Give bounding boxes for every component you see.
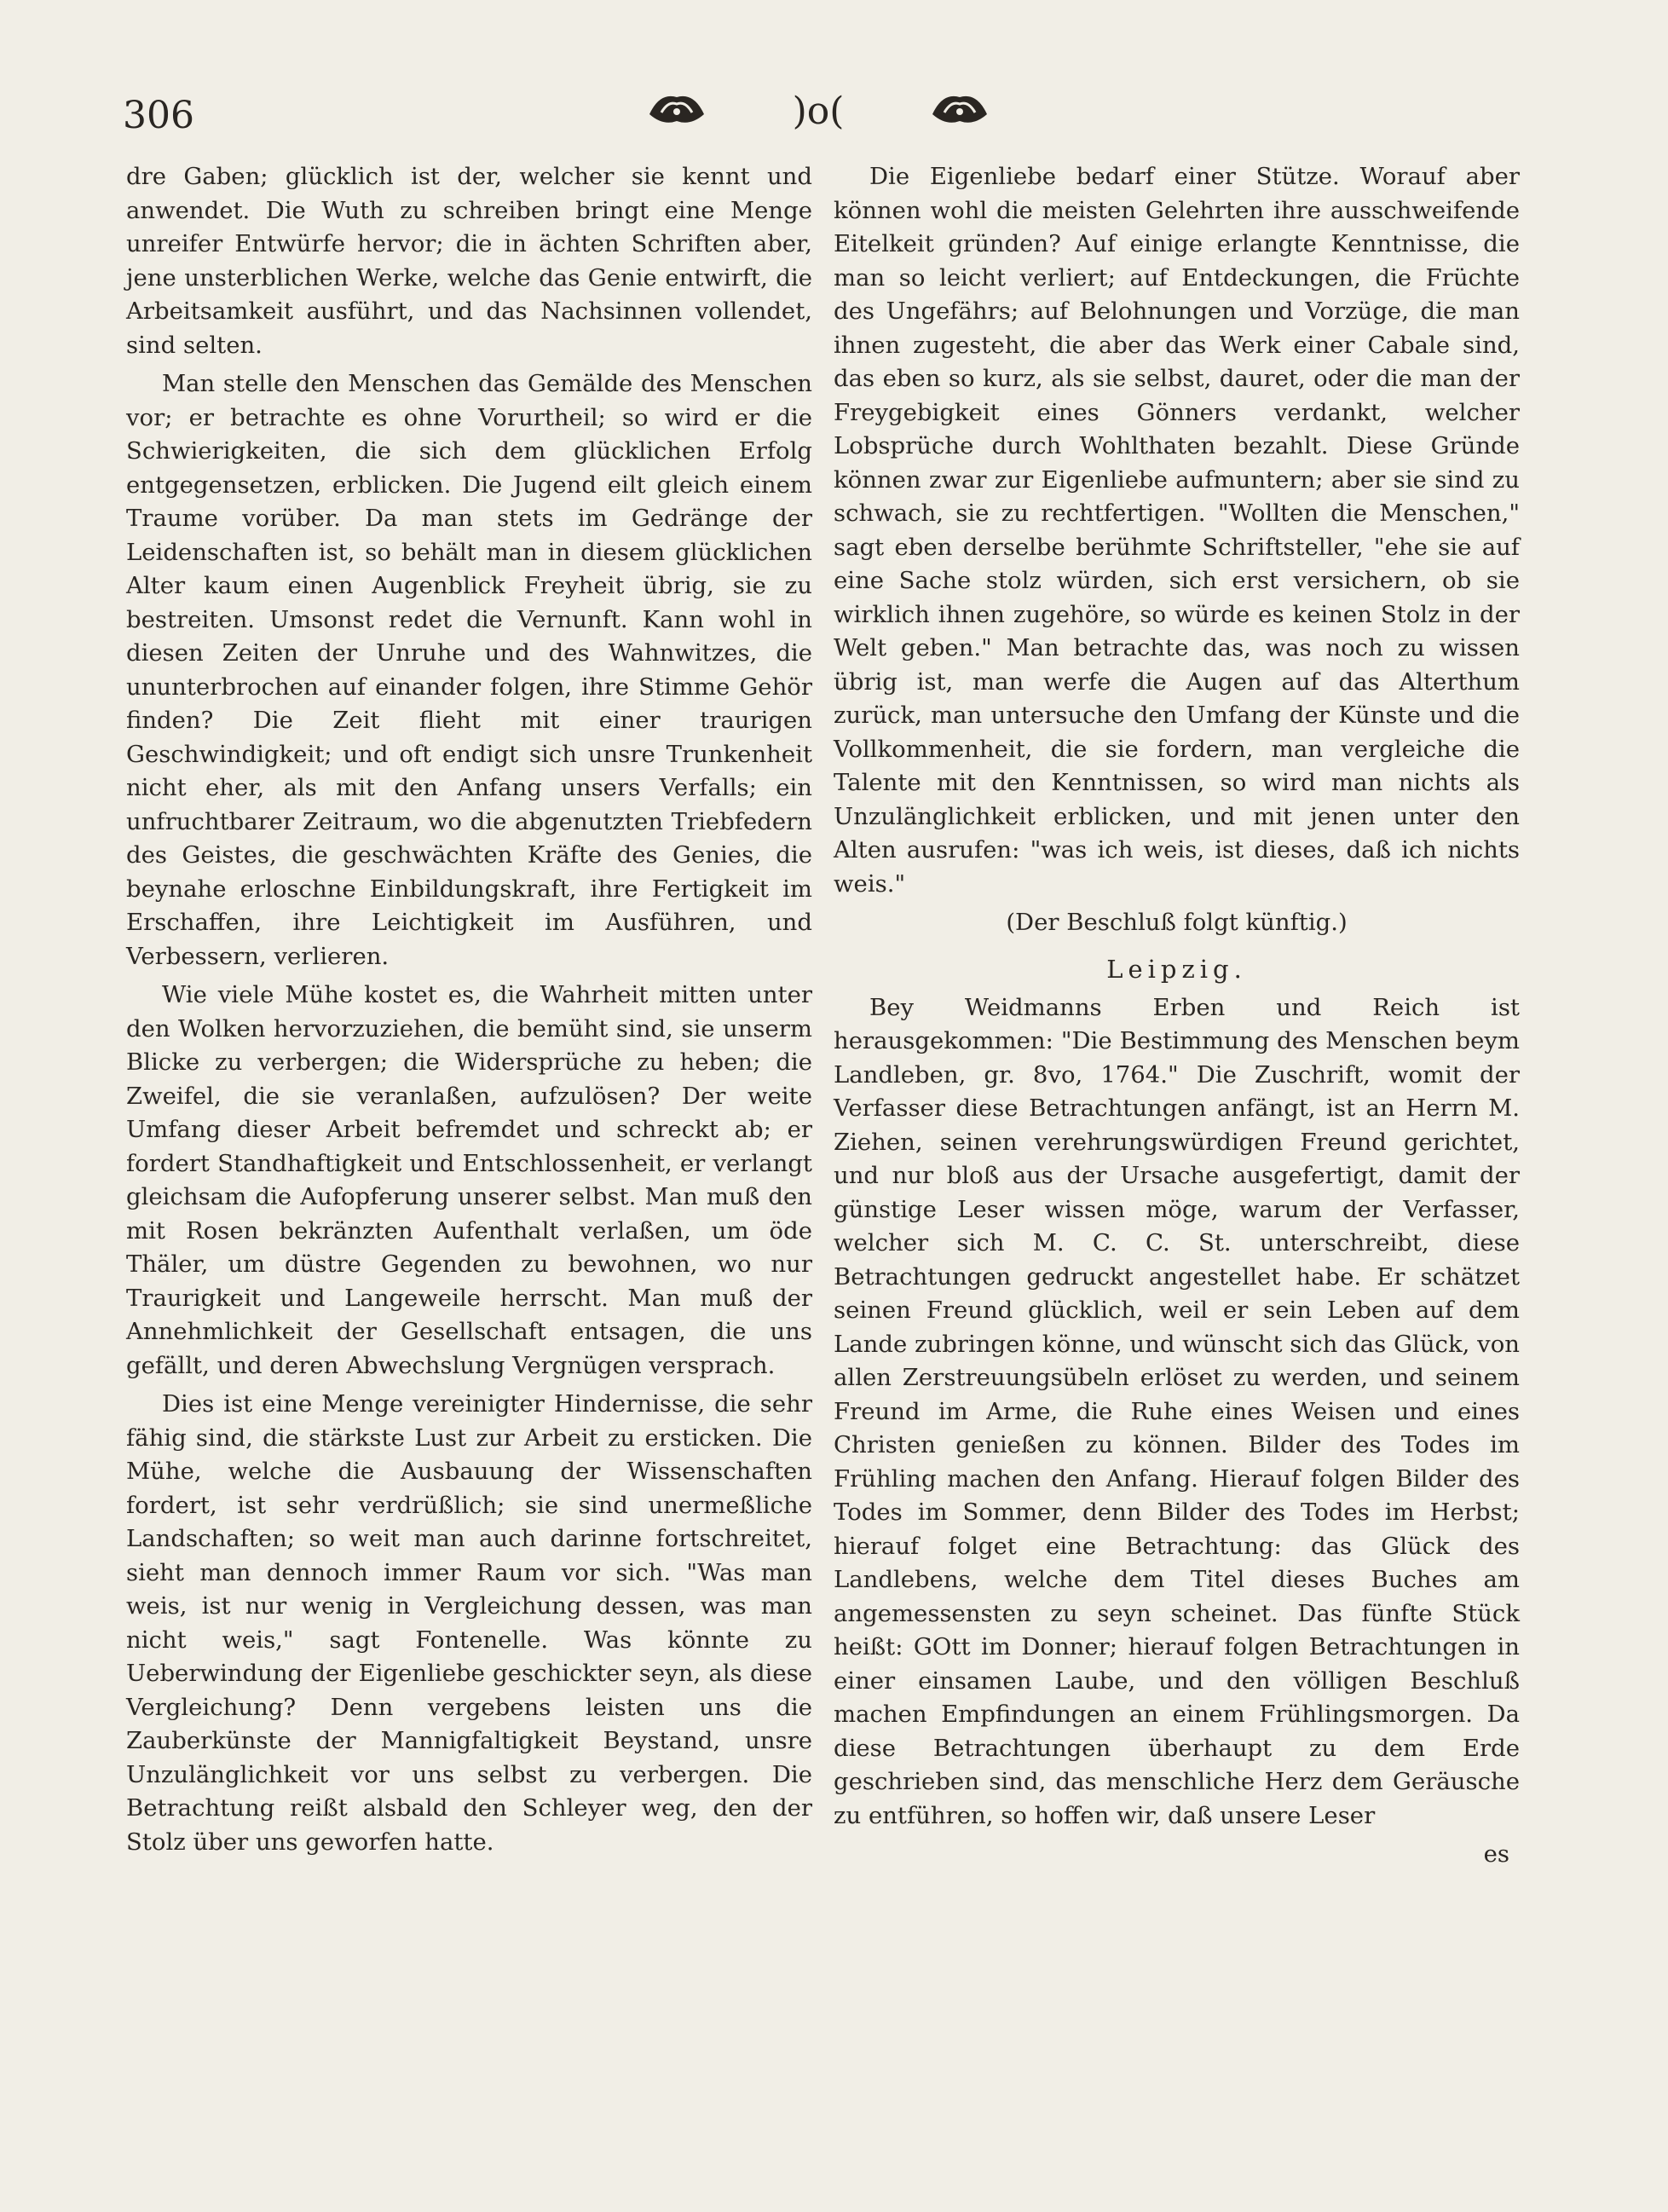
section-heading: Leipzig. [1106, 954, 1247, 984]
paragraph: Wie viele Mühe kostet es, die Wahrheit mitten unter den Wolken hervorzuziehen, die bemüht sind, sie unserm Blicke zu verbergen; die Widersprüche zu heben; die Zweifel, die sie veranlaßen, aufzulösen? Der weite Umfang dieser Arbeit befremdet und schreckt ab; er fordert Standhaftigkeit und Entschlossenheit, er verlangt gleichsam die Aufopferung unserer selbst. Man muß den mit Rosen bekränzten Aufenthalt verlaßen, um öde Thäler, um düstre Gegenden zu bewohnen, wo nur Traurigkeit und Langeweile herrscht. Man muß der Annehmlichkeit der Gesellschaft entsagen, die uns gefällt, und deren Abwechslung Vergnügen versprach. [126, 981, 812, 1379]
page-number: 306 [123, 94, 194, 137]
paragraph: Dies ist eine Menge vereinigter Hindernisse, die sehr fähig sind, die stärkste Lust zur Arbeit zu ersticken. Die Mühe, welche die Ausbauung der Wissenschaften fordert, ist sehr verdrüßlich; sie sind unermeßliche Landschaften; so weit man auch darinne fortschreitet, sieht man dennoch immer Raum vor sich. "Was man weis, ist nur wenig in Vergleichung dessen, was man nicht weis," sagt Fontenelle. Was könnte zu Ueberwindung der Eigenliebe geschickter seyn, als diese Vergleichung? Denn vergebens leisten uns die Zauberkünste der Mannigfaltigkeit Beystand, unsre Unzulänglichkeit vor uns selbst zu verbergen. Die Betrachtung reißt alsbald den Schleyer weg, den der Stolz über uns geworfen hatte. [126, 1390, 812, 1856]
right-column [834, 160, 1520, 1877]
paragraph: Bey Weidmanns Erben und Reich ist herausgekommen: "Die Bestimmung des Menschen beym Landleben, gr. 8vo, 1764." Die Zuschrift, womit der Verfasser diese Betrachtungen anfängt, ist an Herrn M. Ziehen, seinen verehrungswürdigen Freund gerichtet, und nur bloß aus der Ursache ausgefertigt, damit der günstige Leser wissen möge, warum der Verfasser, welcher sich M. C. C. St. unterschreibt, diese Betrachtungen gedruckt angestellet habe. Er schätzet seinen Freund glücklich, weil er sein Leben auf dem Lande zubringen könne, und wünscht sich das Glück, von allen Zerstreuungsübeln erlöset zu werden, und seinem Freund im Arme, die Ruhe eines Weisen und eines Christen genießen zu können. Bilder des Todes im Frühling machen den Anfang. Hierauf folgen Bilder des Todes im Sommer, denn Bilder des Todes im Herbst; hierauf folget eine Betrachtung: das Glück des Landlebens, welche dem Titel dieses Buches am angemessensten zu seyn scheinet. Das fünfte Stück heißt: GOtt im Donner; hierauf folgen Betrachtungen in einer einsamen Laube, und den völligen Beschluß machen Empfindungen an einem Frühlingsmorgen. Da diese Betrachtungen überhaupt zu dem Erde geschrieben sind, das menschliche Herz dem Geräusche zu entführen, so hoffen wir, daß unsere Leser [834, 993, 1520, 1829]
left-column [126, 160, 812, 1864]
paragraph: Man stelle den Menschen das Gemälde des Menschen vor; er betrachte es ohne Vorurtheil; so wird er die Schwierigkeiten, die sich dem glücklichen Erfolg entgegensetzen, erblicken. Die Jugend eilt gleich einem Traume vorüber. Da man stets im Gedränge der Leidenschaften ist, so behält man in diesem glücklichen Alter kaum einen Augenblick Freyheit übrig, sie zu bestreiten. Umsonst redet die Vernunft. Kann wohl in diesen Zeiten der Unruhe und des Wahnwitzes, die ununterbrochen auf einander folgen, ihre Stimme Gehör finden? Die Zeit flieht mit einer traurigen Geschwindigkeit; und oft endigt sich unsre Trunkenheit nicht eher, als mit den Anfang unsers Verfalls; ein unfruchtbarer Zeitraum, wo die abgenutzten Triebfedern des Geistes, die geschwächten Kräfte des Genies, die beynahe erloschne Einbildungskraft, ihre Fertigkeit im Erschaffen, ihre Leichtigkeit im Ausführen, und Verbessern, verlieren. [126, 370, 812, 970]
ornament-center: )o( [792, 89, 845, 133]
paragraph: Die Eigenliebe bedarf einer Stütze. Worauf aber können wohl die meisten Gelehrten ihre ausschweifende Eitelkeit gründen? Auf einige erlangte Kenntnisse, die man so leicht verliert; auf Entdeckungen, die Früchte des Ungefährs; auf Belohnungen und Vorzüge, die man ihnen zugesteht, die aber das Werk einer Cabale sind, das eben so kurz, als sie selbst, dauret, oder die man der Freygebigkeit eines Gönners verdankt, welcher Lobsprüche durch Wohlthaten bezahlt. Diese Gründe können zwar zur Eigenliebe aufmuntern; aber sie sind zu schwach, sie zu rechtfertigen. "Wollten die Menschen," sagt eben derselbe berühmte Schriftsteller, "ehe sie auf eine Sache stolz würden, sich erst versichern, ob sie wirklich ihnen zugehöre, so würde es keinen Stolz in der Welt geben." Man betrachte das, was noch zu wissen übrig ist, man werfe die Augen auf das Alterthum zurück, man untersuche den Umfang der Künste und die Vollkommenheit, die sie fordern, man vergleiche die Talente mit den Kenntnissen, so wird man nichts als Unzulänglichkeit erblicken, und mit jenen unter den Alten ausrufen: "was ich weis, ist dieses, daß ich nichts weis." [834, 163, 1520, 898]
paragraph: dre Gaben; glücklich ist der, welcher sie kennt und anwendet. Die Wuth zu schreiben bringt eine Menge unreifer Entwürfe hervor; die in ächten Schriften aber, jene unsterblichen Werke, welche das Genie entwirft, die Arbeitsamkeit ausführt, und das Nachsinnen vollendet, sind selten. [126, 163, 812, 359]
page-header [119, 85, 1517, 153]
shell-ornament-icon [926, 89, 994, 133]
shell-ornament-icon [643, 89, 711, 133]
continuation-note: (Der Beschluß folgt künftig.) [1006, 909, 1348, 936]
header-ornament [119, 89, 1517, 133]
catchword: es [1483, 1840, 1509, 1868]
